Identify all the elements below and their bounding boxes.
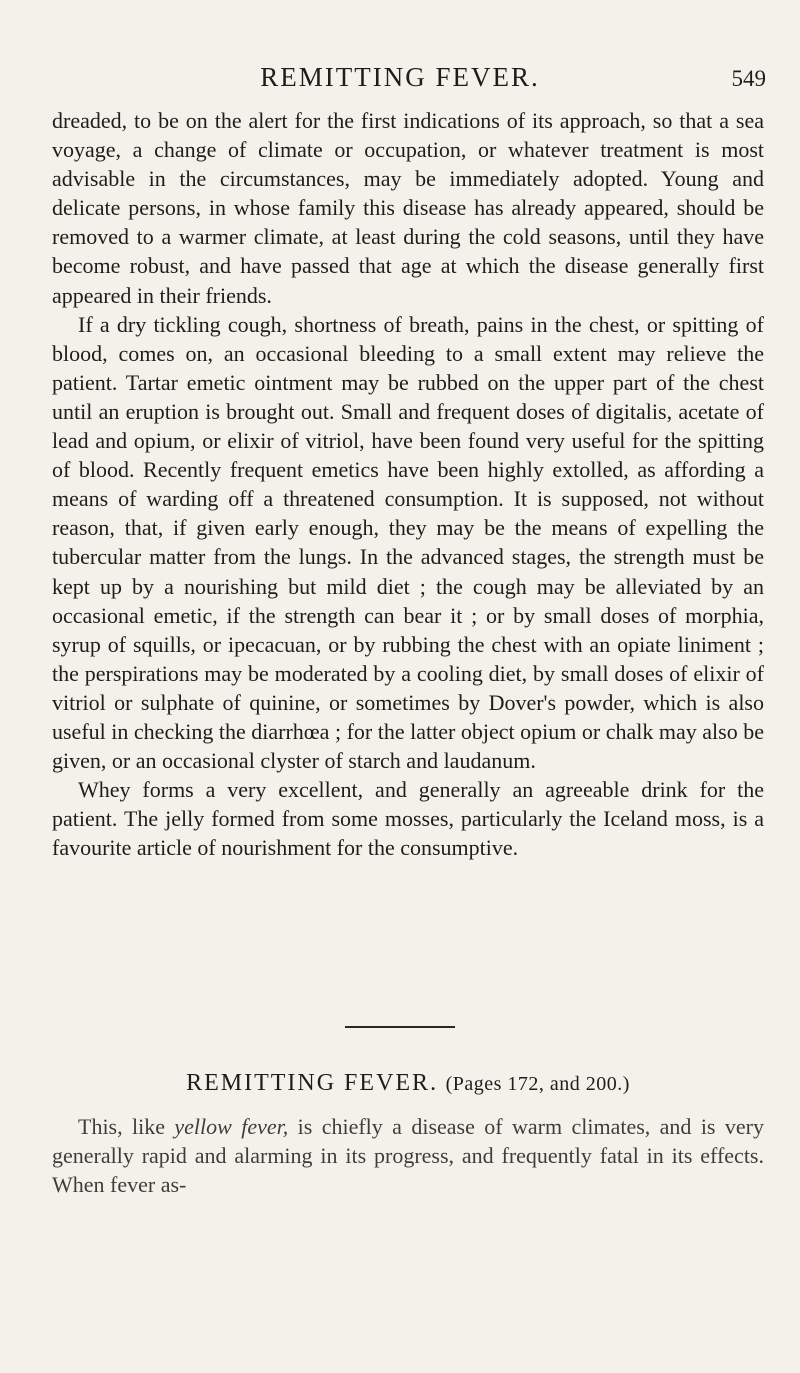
section-paragraph — [52, 1112, 764, 1199]
paragraph-treatment: If a dry tickling cough, shortness of breath, pains in the chest, or spitting of blood, comes on, an occasional bleeding to a small extent may relieve the patient. Tartar emetic ointment may be rubbed on the upper part of the chest until an eruption is brought out. Small and frequent doses of digitalis, acetate of lead and opium, or elixir of vitriol, have been found very useful for the spitting of blood. Recently frequent emetics have been highly extolled, as affording a means of warding off a threatened consumption. It is supposed, not without reason, that, if given early enough, they may be the means of expelling the tubercular matter from the lungs. In the advanced stages, the strength must be kept up by a nourishing but mild diet ; the cough may be alleviated by an occasional emetic, if the strength can bear it ; or by small doses of morphia, syrup of squills, or ipecacuan, or by rubbing the chest with an opiate liniment ; the perspirations may be moderated by a cooling diet, by small doses of elixir of vitriol or sulphate of quinine, or sometimes by Dover's powder, which is also useful in checking the diarrhœa ; for the latter object opium or chalk may also be given, or an occasional clyster of starch and laudanum. — [52, 311, 764, 774]
section-text-italic: yellow fever, — [174, 1114, 289, 1139]
paragraph-continued: dreaded, to be on the alert for the first indications of its approach, so that a sea voyage, a change of climate or occupation, or whatever treatment is most advisable in the circumstances, may be immediately adopted. Young and delicate persons, in whose family this disease has already appeared, should be removed to a warmer climate, at least during the cold seasons, until they have become robust, and have passed that age at which the disease generally first appeared in their friends. — [52, 108, 764, 308]
running-head — [0, 62, 800, 102]
section-text-lead: This, like — [78, 1114, 175, 1139]
section-heading — [52, 1070, 764, 1097]
section-text-rest: is chiefly a disease of warm climates, and is very generally rapid and alarming in its progress, and frequently fatal in its effects. When fever as- — [52, 1114, 764, 1197]
running-title: REMITTING FEVER. — [260, 62, 540, 92]
section-pages-ref: (Pages 172, and 200.) — [445, 1073, 630, 1095]
section-text — [52, 1112, 764, 1199]
section-divider — [345, 1026, 455, 1028]
section-title: REMITTING FEVER. — [186, 1070, 439, 1096]
paragraph-diet: Whey forms a very excellent, and generally an agreeable drink for the patient. The jelly formed from some mosses, particularly the Iceland moss, is a favourite article of nourishment for the consumptive. — [52, 777, 764, 861]
page-number: 549 — [731, 66, 766, 91]
body-text — [52, 106, 764, 862]
